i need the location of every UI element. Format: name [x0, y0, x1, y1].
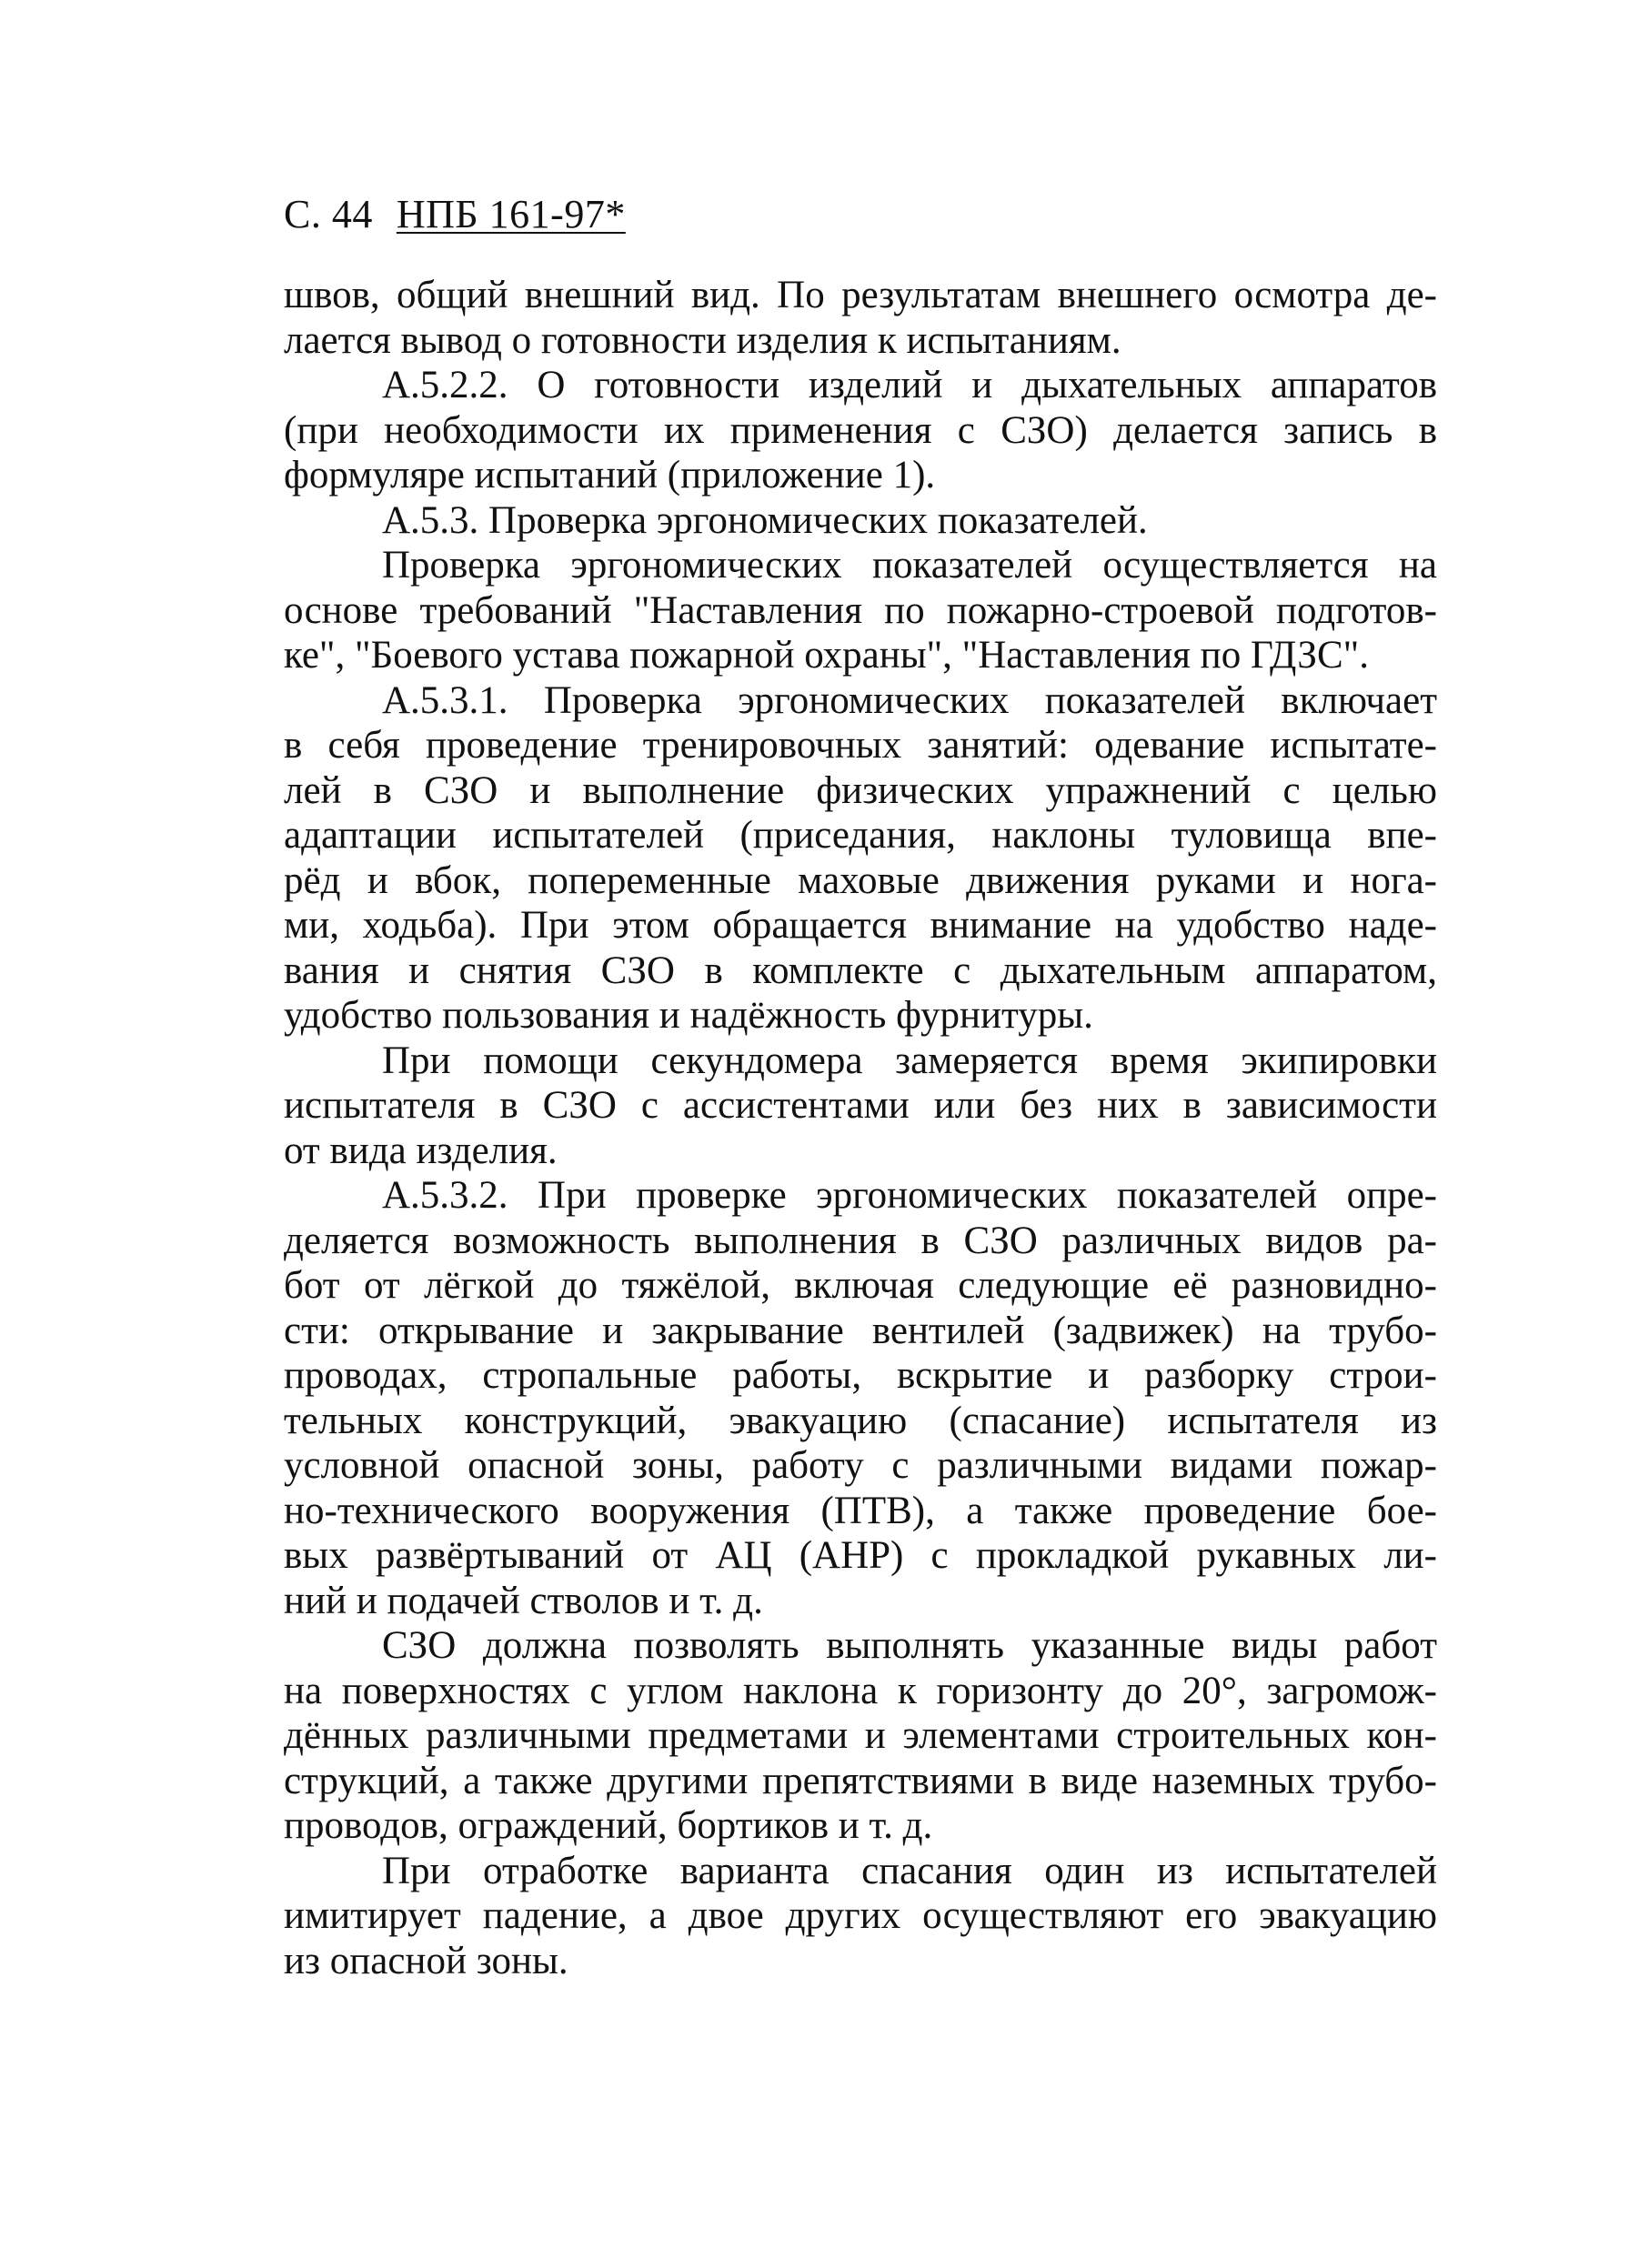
paragraph	[284, 498, 1437, 544]
text-line: проводах, стропальные работы, вскрытие и разборку строи-	[284, 1354, 1437, 1397]
text-line: При помощи секундомера замеряется время экипировки	[382, 1039, 1437, 1082]
document-body	[284, 273, 1437, 1983]
text-line: из опасной зоны.	[284, 1939, 568, 1982]
page-header	[284, 189, 626, 240]
text-line: лается вывод о готовности изделия к испытаниям.	[284, 318, 1121, 362]
text-line: ний и подачей стволов и т. д.	[284, 1579, 763, 1622]
text-line: А.5.2.2. О готовности изделий и дыхательных аппаратов	[382, 364, 1437, 406]
text-line: сти: открывание и закрывание вентилей (задвижек) на трубо-	[284, 1309, 1437, 1352]
text-line: А.5.3. Проверка эргономических показателей.	[382, 498, 1148, 542]
text-line: рёд и вбок, попеременные маховые движения руками и нога-	[284, 858, 1437, 902]
text-line: бот от лёгкой до тяжёлой, включая следующие её разновидно-	[284, 1264, 1437, 1307]
text-line: от вида изделия.	[284, 1129, 558, 1172]
text-line: испытателя в СЗО с ассистентами или без них в зависимости	[284, 1084, 1437, 1127]
text-line: адаптации испытателей (приседания, наклоны туловища впе-	[284, 814, 1437, 857]
text-line: (при необходимости их применения с СЗО) делается запись в	[284, 408, 1437, 452]
text-line: но-технического вооружения (ПТВ), а также проведение бое-	[284, 1489, 1437, 1532]
text-line: швов, общий внешний вид. По результатам внешнего осмотра де-	[284, 274, 1437, 316]
text-line: СЗО должна позволять выполнять указанные виды работ	[382, 1624, 1437, 1667]
text-line: ке", "Боевого устава пожарной охраны", "Наставления по ГДЗС".	[284, 634, 1369, 677]
paragraph	[284, 543, 1437, 678]
paragraph	[284, 1039, 1437, 1174]
page-number: С. 44	[284, 192, 373, 236]
text-line: А.5.3.2. При проверке эргономических показателей опре-	[382, 1174, 1437, 1217]
text-line: ми, ходьба). При этом обращается внимание на удобство наде-	[284, 904, 1437, 947]
text-line: условной опасной зоны, работу с различными видами пожар-	[284, 1444, 1437, 1487]
text-line: дённых различными предметами и элементами строительных кон-	[284, 1714, 1437, 1757]
text-line: имитирует падение, а двое других осуществляют его эвакуацию	[284, 1894, 1437, 1937]
text-line: в себя проведение тренировочных занятий: одевание испытате-	[284, 724, 1437, 767]
document-code: НПБ 161-97*	[396, 192, 626, 236]
paragraph	[284, 678, 1437, 1039]
text-line: деляется возможность выполнения в СЗО различных видов ра-	[284, 1219, 1437, 1262]
text-line: А.5.3.1. Проверка эргономических показателей включает	[382, 678, 1437, 722]
text-line: струкций, а также другими препятствиями в виде наземных трубо-	[284, 1759, 1437, 1802]
text-line: вания и снятия СЗО в комплекте с дыхательным аппаратом,	[284, 948, 1437, 992]
text-line: формуляре испытаний (приложение 1).	[284, 454, 936, 497]
text-line: При отработке варианта спасания один из испытателей	[382, 1849, 1437, 1892]
text-line: на поверхностях с углом наклона к горизонту до 20°, загромож-	[284, 1669, 1437, 1712]
paragraph	[284, 1623, 1437, 1849]
paragraph	[284, 1173, 1437, 1623]
text-line: проводов, ограждений, бортиков и т. д.	[284, 1804, 933, 1847]
text-line: тельных конструкций, эвакуацию (спасание) испытателя из	[284, 1399, 1437, 1442]
text-line: Проверка эргономических показателей осуществляется на	[382, 544, 1437, 587]
text-line: лей в СЗО и выполнение физических упражнений с целью	[284, 768, 1437, 812]
paragraph	[284, 363, 1437, 498]
text-line: удобство пользования и надёжность фурнитуры.	[284, 994, 1093, 1037]
paragraph	[284, 1849, 1437, 1984]
text-line: основе требований "Наставления по пожарно-строевой подготов-	[284, 588, 1437, 632]
text-line: вых развёртываний от АЦ (АНР) с прокладкой рукавных ли-	[284, 1534, 1437, 1577]
paragraph	[284, 273, 1437, 363]
